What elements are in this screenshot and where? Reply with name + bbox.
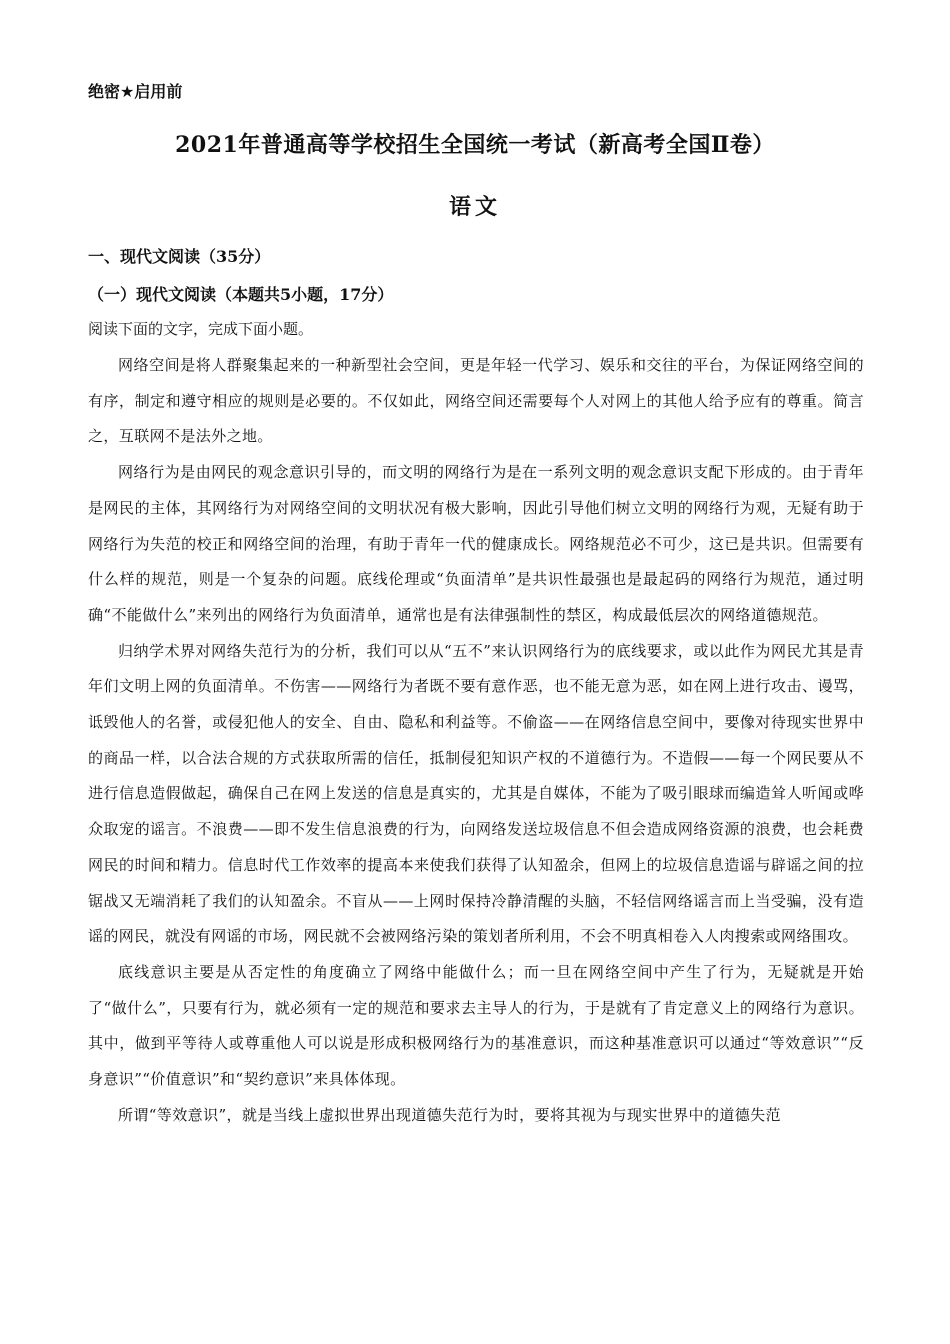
subsection-heading: （一）现代文阅读（本题共5小题，17分） xyxy=(88,285,394,304)
passage-paragraph-1: 网络空间是将人群聚集起来的一种新型社会空间，更是年轻一代学习、娱乐和交往的平台，为保证网络空间的有序，制定和遵守相应的规则是必要的。不仅如此，网络空间还需要每个人对网上的其他人给予应有的尊重。简言之，互联网不是法外之地。 xyxy=(88,356,864,446)
passage-paragraph-5: 所谓“等效意识”，就是当线上虚拟世界出现道德失范行为时，要将其视为与现实世界中的道德失范 xyxy=(118,1105,781,1124)
reading-instruction: 阅读下面的文字，完成下面小题。 xyxy=(88,320,314,338)
passage-paragraph-3: 归纳学术界对网络失范行为的分析，我们可以从“五不”来认识网络行为的底线要求，或以此作为网民尤其是青年们文明上网的负面清单。不伤害——网络行为者既不要有意作恶，也不能无意为恶，如在网上进行攻击、谩骂，诋毁他人的名誉，或侵犯他人的安全、自由、隐私和利益等。不偷盗——在网络信息空间中，要像对待现实世界中的商品一样，以合法合规的方式获取所需的信任，抵制侵犯知识产权的不道德行为。不造假——每一个网民要从不进行信息造假做起，确保自己在网上发送的信息是真实的，尤其是自媒体，不能为了吸引眼球而编造耸人听闻或哗众取宠的谣言。不浪费——即不发生信息浪费的行为，向网络发送垃圾信息不但会造成网络资源的浪费，也会耗费网民的时间和精力。信息时代工作效率的提高本来使我们获得了认知盈余，但网上的垃圾信息造谣与辟谣之间的拉锯战又无端消耗了我们的认知盈余。不盲从——上网时保持冷静清醒的头脑，不轻信网络谣言而上当受骗，没有造谣的网民，就没有网谣的市场，网民就不会被网络污染的策划者所利用，不会不明真相卷入人肉搜索或网络围攻。 xyxy=(88,641,864,946)
passage-body xyxy=(88,348,864,1133)
section-heading: 一、现代文阅读（35分） xyxy=(88,247,271,266)
passage-paragraph-2: 网络行为是由网民的观念意识引导的，而文明的网络行为是在一系列文明的观念意识支配下形成的。由于青年是网民的主体，其网络行为对网络空间的文明状况有极大影响，因此引导他们树立文明的网络行为观，无疑有助于网络行为失范的校正和网络空间的治理，有助于青年一代的健康成长。网络规范必不可少，这已是共识。但需要有什么样的规范，则是一个复杂的问题。底线伦理或“负面清单”是共识性最强也是最起码的网络行为规范，通过明确“不能做什么”来列出的网络行为负面清单，通常也是有法律强制性的禁区，构成最低层次的网络道德规范。 xyxy=(88,463,864,624)
subject-title: 语文 xyxy=(448,194,501,220)
exam-title: 2021年普通高等学校招生全国统一考试（新高考全国Ⅱ卷） xyxy=(175,132,775,158)
passage-paragraph-4: 底线意识主要是从否定性的角度确立了网络中能做什么；而一旦在网络空间中产生了行为，无疑就是开始了“做什么”，只要有行为，就必须有一定的规范和要求去主导人的行为，于是就有了肯定意义上的网络行为意识。其中，做到平等待人或尊重他人可以说是形成积极网络行为的基准意识，而这种基准意识可以通过“等效意识”“反身意识”“价值意识”和“契约意识”来具体体现。 xyxy=(88,962,864,1089)
confidential-label: 绝密★启用前 xyxy=(88,82,183,101)
